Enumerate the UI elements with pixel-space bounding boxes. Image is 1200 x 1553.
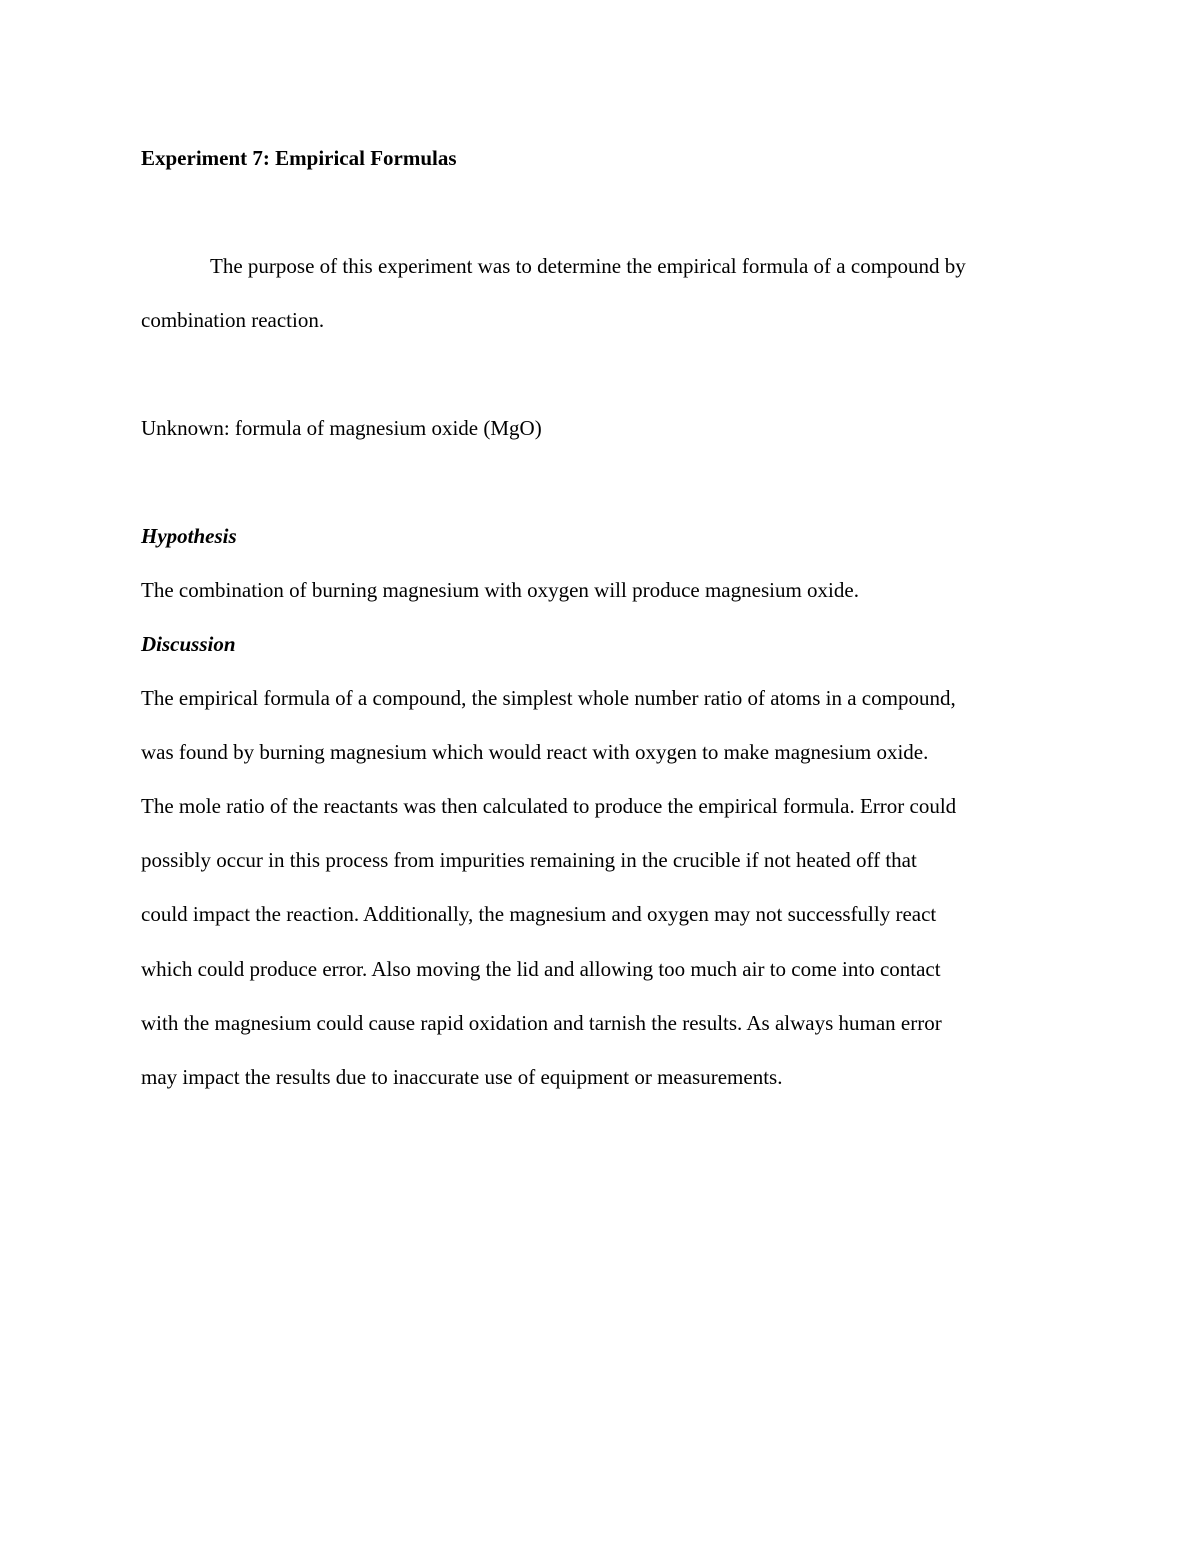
discussion-line-1: The empirical formula of a compound, the simplest whole number ratio of atoms in a compound, bbox=[141, 686, 956, 710]
discussion-line-4: possibly occur in this process from impurities remaining in the crucible if not heated off that bbox=[141, 848, 917, 872]
discussion-line-5: could impact the reaction. Additionally, the magnesium and oxygen may not successfully react bbox=[141, 902, 937, 926]
discussion-line-8: may impact the results due to inaccurate use of equipment or measurements. bbox=[141, 1065, 783, 1089]
hypothesis-line-1: The combination of burning magnesium with oxygen will produce magnesium oxide. bbox=[141, 578, 859, 602]
document-title: Experiment 7: Empirical Formulas bbox=[141, 146, 457, 170]
hypothesis-heading: Hypothesis bbox=[141, 524, 237, 548]
discussion-line-3: The mole ratio of the reactants was then calculated to produce the empirical formula. Error could bbox=[141, 794, 957, 818]
discussion-heading: Discussion bbox=[141, 632, 236, 656]
discussion-line-2: was found by burning magnesium which would react with oxygen to make magnesium oxide. bbox=[141, 740, 929, 764]
unknown-line: Unknown: formula of magnesium oxide (MgO) bbox=[141, 416, 542, 440]
purpose-line-1: The purpose of this experiment was to determine the empirical formula of a compound by bbox=[210, 254, 966, 278]
purpose-line-2: combination reaction. bbox=[141, 308, 325, 332]
discussion-line-6: which could produce error. Also moving the lid and allowing too much air to come into contact bbox=[141, 957, 941, 981]
discussion-line-7: with the magnesium could cause rapid oxidation and tarnish the results. As always human error bbox=[141, 1011, 942, 1035]
